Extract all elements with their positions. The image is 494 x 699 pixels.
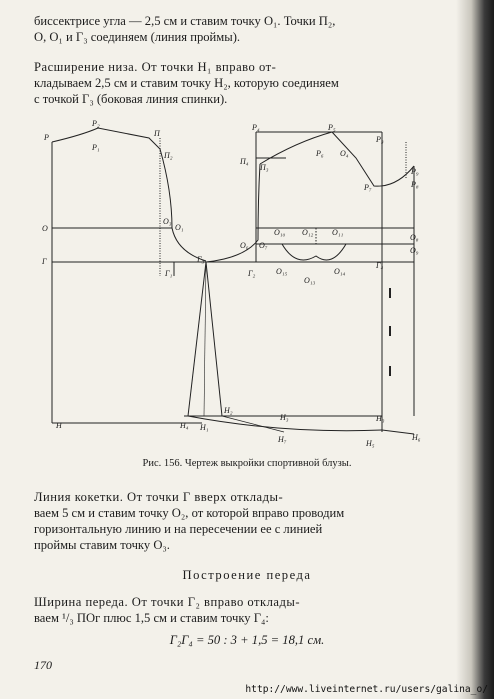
- label-O3: O₃: [163, 217, 172, 226]
- label-P6: P₆: [316, 149, 324, 158]
- formula: Г₂Г₄ = 50 : 3 + 1,5 = 18,1 см.: [169, 633, 325, 647]
- label-П4: П₄: [240, 157, 249, 166]
- label-H1: H₁: [200, 423, 209, 432]
- label-P1: P₁: [92, 143, 100, 152]
- label-O10: O₁₀: [274, 228, 286, 237]
- text-line: кладываем 2,5 см и ставим точку H₂, которую соединяем: [34, 76, 339, 90]
- label-P4: P₄: [252, 123, 260, 132]
- text-line: ваем 5 см и ставим точку O₂, от которой вправо проводим: [34, 506, 345, 520]
- pattern-drawing: [34, 116, 454, 456]
- label-П3: П₃: [260, 163, 269, 172]
- label-O11: O₁₁: [332, 228, 344, 237]
- label-П: П: [154, 129, 160, 138]
- label-H7: H₇: [278, 435, 287, 444]
- label-P9: P₉: [411, 167, 419, 176]
- paragraph-2: [34, 59, 442, 107]
- label-P: P: [44, 133, 49, 142]
- label-O: O: [42, 224, 48, 233]
- text-line: ваем ¹/₃ ПОг плюс 1,5 см и ставим точку Г₄:: [34, 611, 269, 625]
- label-O12: O₁₂: [302, 228, 314, 237]
- paragraph-4: [34, 594, 442, 626]
- label-H3: H₃: [376, 414, 385, 423]
- paragraph-1: [34, 13, 442, 45]
- label-Г2: Г₂: [248, 269, 256, 278]
- label-P8: P₈: [411, 180, 419, 189]
- label-H4: H₄: [180, 421, 189, 430]
- label-P2: P₂: [92, 119, 100, 128]
- label-Г4: Г₄: [376, 261, 384, 270]
- section-heading: Построение переда: [182, 568, 312, 582]
- label-O13: O₁₃: [304, 276, 316, 285]
- label-O1: O₁: [175, 223, 184, 232]
- label-H2: H₂: [224, 406, 233, 415]
- paragraph-3: [34, 489, 442, 553]
- page-number: 170: [34, 658, 52, 672]
- label-O8: O₈: [410, 233, 419, 242]
- label-Г1: Г₁: [165, 269, 173, 278]
- text-line: проймы ставим точку O₃.: [34, 538, 170, 552]
- text-line: O, O₁ и Г₃ соединяем (линия проймы).: [34, 30, 241, 44]
- label-P5: P₅: [328, 123, 336, 132]
- label-H: H: [56, 421, 62, 430]
- label-O9: O₉: [410, 246, 419, 255]
- text-line: Ширина переда. От точки Г₂ вправо отклады-: [34, 595, 301, 609]
- label-P3: P₃: [376, 135, 384, 144]
- page-edge-shadow: [456, 0, 494, 699]
- label-H5: H₅: [366, 439, 375, 448]
- text-line: с точкой Г₃ (боковая линия спинки).: [34, 92, 228, 106]
- text-line: биссектрисе угла — 2,5 см и ставим точку O₁. Точки П₂,: [34, 14, 336, 28]
- text-line: горизонтальную линию и на пересечении ее с линией: [34, 522, 323, 536]
- text-line: Расширение низа. От точки H₁ вправо от-: [34, 60, 277, 74]
- label-O6: O₆: [240, 241, 249, 250]
- text-line: Линия кокетки. От точки Г вверх отклады-: [34, 490, 284, 504]
- figure-caption: Рис. 156. Чертеж выкройки спортивной блузы.: [142, 458, 352, 469]
- label-Г3: Г₃: [197, 255, 205, 264]
- label-O14: O₁₄: [334, 267, 346, 276]
- label-P7: P₇: [364, 183, 372, 192]
- label-П2: П₂: [164, 151, 173, 160]
- label-Г: Г: [42, 257, 47, 266]
- label-O4: O₄: [340, 149, 349, 158]
- label-H6: H₆: [412, 433, 421, 442]
- label-O7: O₇: [259, 241, 268, 250]
- label-O15: O₁₅: [276, 267, 288, 276]
- label-H3a: H₃: [280, 413, 289, 422]
- source-url: http://www.liveinternet.ru/users/galina_o/: [245, 684, 488, 695]
